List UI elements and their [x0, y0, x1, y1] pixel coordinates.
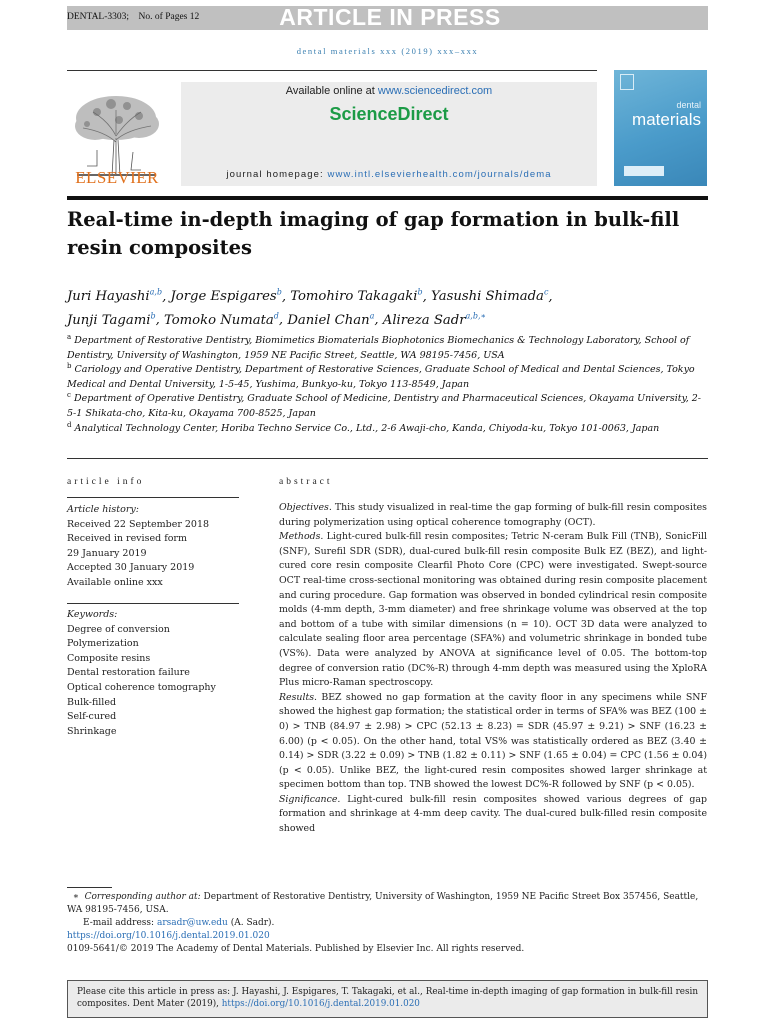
keyword: Degree of conversion [67, 623, 170, 635]
footnotes [67, 891, 708, 956]
email-link[interactable]: arsadr@uw.edu [156, 918, 228, 928]
article-info-heading: article info [67, 477, 145, 487]
author[interactable]: Tomohiro Takagaki$^b$ [290, 288, 423, 305]
history-item: Received 22 September 2018 [67, 518, 210, 530]
email-line: E-mail address: arsadr@uw.edu (A. Sadr). [83, 918, 275, 928]
abstract-heading: abstract [279, 477, 333, 487]
header-rule [67, 70, 597, 71]
article-title: Real-time in-depth imaging of gap formation in bulk-fill resin composites [67, 208, 680, 259]
cover-footer-strip [624, 166, 664, 176]
abstract-body [279, 501, 707, 837]
footnote-rule [67, 887, 112, 888]
keyword: Optical coherence tomography [67, 681, 216, 693]
cover-logo-icon [620, 74, 634, 90]
doi-link[interactable]: https://doi.org/10.1016/j.dental.2019.01.020 [67, 931, 270, 941]
keywords-list [67, 608, 242, 739]
sciencedirect-link[interactable]: www.sciencedirect.com [377, 85, 493, 97]
affiliation: $^c$ Department of Operative Dentistry, Graduate School of Medicine, Dentistry and Pharmaceutical Sciences, Okayama University, 2-5-1 Shikata-cho, Kita-ku, Okayama 700-8525, Japan [67, 391, 701, 419]
abstract-methods: Methods. Light-cured bulk-fill resin composites; Tetric N-ceram Bulk Fill (TNB), SonicFill (SNF), Surefil SDR (SDR), dual-cured bulk-fill resin composite Bulk EZ (BEZ), and light-cured core resin composite Clearfil Photo Core (CPC) were investigated. Swept-source OCT real-time cross-sectional monitoring was obtained during resin composite placement and curing procedure. Gap formation was observed in bonded cylindrical resin composite molds (4-mm depth, 3-mm diameter) and free shrinkage volume was observed at the top and bottom of a tube with similar dimensions (n = 10). OCT 3D data were analyzed to calculate sealing floor area percentage (SFA%) and volumetric shrinkage in bonded tube (VS%). Data were analyzed by ANOVA at significance level of 0.05. The bottom-top degree of conversion ratio (DC%-R) through 4-mm depth was measured using the XploRA Plus micro-Raman spectroscopy. [279, 531, 707, 689]
sciencedirect-logo: ScienceDirect [329, 104, 449, 124]
doc-id: DENTAL-3303; [67, 12, 130, 22]
journal-cover [614, 70, 707, 186]
running-head: dental materials xxx (2019) xxx–xxx [296, 46, 479, 56]
affiliation: $^a$ Department of Restorative Dentistry, Biomimetics Biomaterials Biophotonics Biomechanics & Technology Laboratory, School of Dentistry, University of Washington, 1959 NE Pacific Street, Seattle, WA 98195-7456, USA [67, 333, 690, 361]
keyword: Self-cured [67, 711, 117, 723]
section-rule [67, 458, 708, 459]
author[interactable]: Jorge Espigares$^b$ [170, 288, 282, 305]
banner-text: ARTICLE IN PRESS [279, 4, 501, 30]
header-thick-rule [67, 196, 708, 200]
keyword: Bulk-filled [67, 696, 117, 708]
keyword: Shrinkage [67, 725, 117, 737]
info-rule [67, 497, 239, 498]
publisher-name: ELSEVIER [75, 168, 159, 187]
copyright: 0109-5641/© 2019 The Academy of Dental Materials. Published by Elsevier Inc. All rights reserved. [67, 944, 525, 954]
article-history [67, 503, 242, 591]
author[interactable]: Tomoko Numata$^d$ [163, 311, 279, 328]
affiliation: $^b$ Cariology and Operative Dentistry, Department of Restorative Sciences, Graduate School of Medical and Dental Sciences, Tokyo Medical and Dental University, 1-5-45, Yushima, Bunkyo-ku, Tokyo 113-8549, Japan [67, 362, 695, 390]
cover-title-line2: materials [632, 110, 701, 129]
history-item: Available online xxx [67, 576, 163, 588]
journal-homepage: journal homepage: www.intl.elsevierhealth.com/journals/dema [226, 169, 552, 180]
history-item: Accepted 30 January 2019 [67, 562, 195, 574]
keyword: Dental restoration failure [67, 667, 190, 679]
keywords-label: Keywords: [67, 609, 118, 620]
keywords-rule [67, 603, 239, 604]
journal-homepage-link[interactable]: www.intl.elsevierhealth.com/journals/dema [327, 169, 552, 180]
cover-title-line1: dental [676, 100, 701, 110]
author[interactable]: Yasushi Shimada$^c$ [431, 288, 549, 305]
corresponding-author: ∗ Corresponding author at: Department of Restorative Dentistry, University of Washington, 1959 NE Pacific Street Box 357456, Seattle, WA 98195-7456, USA. [67, 892, 699, 915]
abstract-significance: Significance. Light-cured bulk-fill resin composites showed various degrees of gap formation and shrinkage at 4-mm deep cavity. The dual-cured bulk-filled resin composite showed [279, 793, 707, 835]
author[interactable]: Daniel Chan$^a$ [287, 311, 375, 328]
abstract-objectives: Objectives. This study visualized in real-time the gap forming of bulk-fill resin composites during polymerization using optical coherence tomography (OCT). [279, 502, 707, 528]
available-online: Available online at www.sciencedirect.com [285, 85, 493, 97]
affiliation: $^d$ Analytical Technology Center, Horiba Techno Service Co., Ltd., 2-6 Awaji-cho, Kanda, Chiyoda-ku, Tokyo 101-0063, Japan [67, 421, 660, 435]
history-item: Received in revised form [67, 533, 187, 545]
history-item: 29 January 2019 [67, 547, 147, 559]
abstract-results: Results. BEZ showed no gap formation at the cavity floor in any specimens while SNF showed the highest gap formation; the statistical order in terms of SFA% was BEZ (100 ± 0) > TNB (84.97 ± 2.98) > CPC (52.13 ± 8.23) = SDR (45.97 ± 9.21) > SNF (16.23 ± 6.00) (p < 0.05). On the other hand, total VS% was statistically ordered as BEZ (3.40 ± 0.14) > SDR (3.22 ± 0.09) > TNB (1.82 ± 0.11) > SNF (1.65 ± 0.04) = CPC (1.56 ± 0.04) (p < 0.05). Unlike BEZ, the light-cured resin composites showed larger shrinkage at specimen bottom than top. TNB showed the lowest DC%-R followed by SNF (p < 0.05). [279, 691, 707, 791]
citation-box: Please cite this article in press as: J. Hayashi, J. Espigares, T. Takagaki, et al., Real-time in-depth imaging of gap formation in bulk-fill resin composites. Dent Mater (2019), https://doi.org/10.1016/j.dental.2019.01.020 [67, 980, 708, 1018]
author[interactable]: Alireza Sadr$^{a,b,∗}$ [382, 311, 486, 328]
citation-doi-link[interactable]: https://doi.org/10.1016/j.dental.2019.01.020 [221, 999, 420, 1009]
history-label: Article history: [67, 504, 139, 515]
keyword: Polymerization [67, 638, 139, 650]
author[interactable]: Juri Hayashi$^{a,b}$ [67, 288, 163, 305]
author[interactable]: Junji Tagami$^b$ [67, 311, 156, 328]
doc-id-line [67, 12, 199, 22]
author-list: Juri Hayashi$^{a,b}$, Jorge Espigares$^b$, Tomohiro Takagaki$^b$, Yasushi Shimada$^c$, Junji Tagami$^b$, Tomoko Numata$^d$, Daniel Chan$^a$, Alireza Sadr$^{a,b,∗}$ [67, 288, 553, 328]
page-count: No. of Pages 12 [138, 12, 200, 22]
keyword: Composite resins [67, 652, 151, 664]
